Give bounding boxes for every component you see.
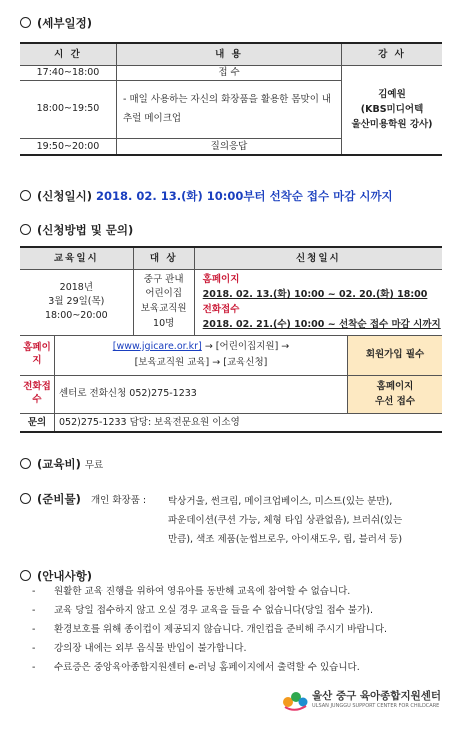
notice-item: - 원활한 교육 진행을 위하여 영유아를 동반해 교육에 참여할 수 없습니다. <box>32 586 351 597</box>
schedule-content: - 매일 사용하는 자신의 화장품을 활용한 몸맞이 내추럴 메이크업 <box>117 80 342 138</box>
instructor-name: 김예원 <box>378 88 406 100</box>
registration-table <box>20 246 442 433</box>
row-home-label: 홈페이지 <box>20 335 55 375</box>
notice-list <box>22 582 387 677</box>
circle-bullet-icon <box>20 570 31 581</box>
center-logo <box>282 687 442 713</box>
supplies-section-title: (준비물) <box>20 491 81 507</box>
notice-item: - 강의장 내에는 외부 음식물 반입이 불가합니다. <box>32 643 247 654</box>
schedule-time: 18:00~19:50 <box>20 80 117 138</box>
supplies-list: 탁상거울, 썬크림, 메이크업베이스, 미스트(있는 분만), 파운데이션(쿠션 가능, 체형 타입 상관없음), 브러쉬(있는 만큼), 색조 제품(눈썹브로우, 아이섀도우, 립, 블러셔 등) <box>168 496 403 545</box>
apply-date-cell <box>194 269 442 335</box>
method-section-title: (신청방법 및 문의) <box>20 222 133 238</box>
circle-bullet-icon <box>20 458 31 469</box>
apply-phone-date: 2018. 02. 21.(수) 10:00 ~ 선착순 접수 마감 시까지 <box>202 319 441 331</box>
row-phone-label: 전화접수 <box>20 375 55 413</box>
header-apply-date: 신청일시 <box>194 247 442 269</box>
center-logo-name: 울산 중구 육아종합지원센터 <box>312 690 442 702</box>
row-phone-text: 센터로 전화신청 052)275-1233 <box>55 375 348 413</box>
notice-item: - 수료증은 중앙육아종합지원센터 e-러닝 홈페이지에서 출력할 수 있습니다. <box>32 662 360 673</box>
circle-bullet-icon <box>20 493 31 504</box>
apply-phone-label: 전화접수 <box>202 304 240 315</box>
target-cell: 중구 관내 어린이집 보육교직원 10명 <box>133 269 194 335</box>
apply-home-date: 2018. 02. 13.(화) 10:00 ~ 02. 20.(화) 18:00 <box>202 288 428 300</box>
row-inquiry-label: 문의 <box>20 413 55 432</box>
schedule-content: 접 수 <box>117 65 342 80</box>
header-time: 시 간 <box>20 43 117 65</box>
application-date-line: (신청일시) 2018. 02. 13.(화) 10:00부터 선착순 접수 마감 시까지 <box>20 188 393 204</box>
row-inquiry-text: 052)275-1233 담당: 보육전문요원 이소영 <box>55 413 443 432</box>
member-required-note: 회원가입 필수 <box>348 335 443 375</box>
apply-home-label: 홈페이지 <box>202 273 240 285</box>
header-instructor: 강 사 <box>342 43 443 65</box>
center-logo-icon <box>282 689 308 711</box>
priority-note: 홈페이지 우선 접수 <box>348 375 443 413</box>
header-edu-date: 교육일시 <box>20 247 133 269</box>
edu-date-cell: 2018년 3월 29일(목) 18:00~20:00 <box>20 269 133 335</box>
supplies-lead: 개인 화장품 : <box>91 495 147 506</box>
fee-section: (교육비) 무료 <box>20 456 103 472</box>
notice-item: - 교육 당일 접수하지 않고 오실 경우 교육을 들을 수 없습니다(당일 접수 불가). <box>32 605 373 616</box>
schedule-time: 17:40~18:00 <box>20 65 117 80</box>
homepage-link[interactable]: [www.jgicare.or.kr] <box>112 340 202 352</box>
header-content: 내 용 <box>117 43 342 65</box>
circle-bullet-icon <box>20 190 31 201</box>
row-home-cell: [www.jgicare.or.kr] → [어린이집지원] → [보육교직원 교육] → [교육신청] <box>55 335 348 375</box>
circle-bullet-icon <box>20 224 31 235</box>
notice-item: - 환경보호를 위해 종이컵이 제공되지 않습니다. 개인컵을 준비해 주시기 바랍니다. <box>32 624 388 635</box>
circle-bullet-icon <box>20 17 31 28</box>
instructor-org: (KBS미디어텍 <box>360 104 424 116</box>
schedule-section-title: (세부일정) <box>20 15 92 31</box>
schedule-time: 19:50~20:00 <box>20 138 117 155</box>
center-logo-sub: ULSAN JUNGGU SUPPORT CENTER FOR CHILDCARE <box>312 703 440 709</box>
instructor-org2: 울산미용학원 강사) <box>351 119 433 131</box>
instructor-cell <box>342 65 443 155</box>
header-target: 대 상 <box>133 247 194 269</box>
schedule-content: 질의응답 <box>117 138 342 155</box>
application-date-value: 2018. 02. 13.(화) 10:00부터 <box>95 189 266 203</box>
schedule-table <box>20 42 442 156</box>
fee-value: 무료 <box>84 460 104 471</box>
notice-section-title: (안내사항) <box>20 568 92 584</box>
application-date-rest: 선착순 접수 마감 시까지 <box>269 189 393 203</box>
